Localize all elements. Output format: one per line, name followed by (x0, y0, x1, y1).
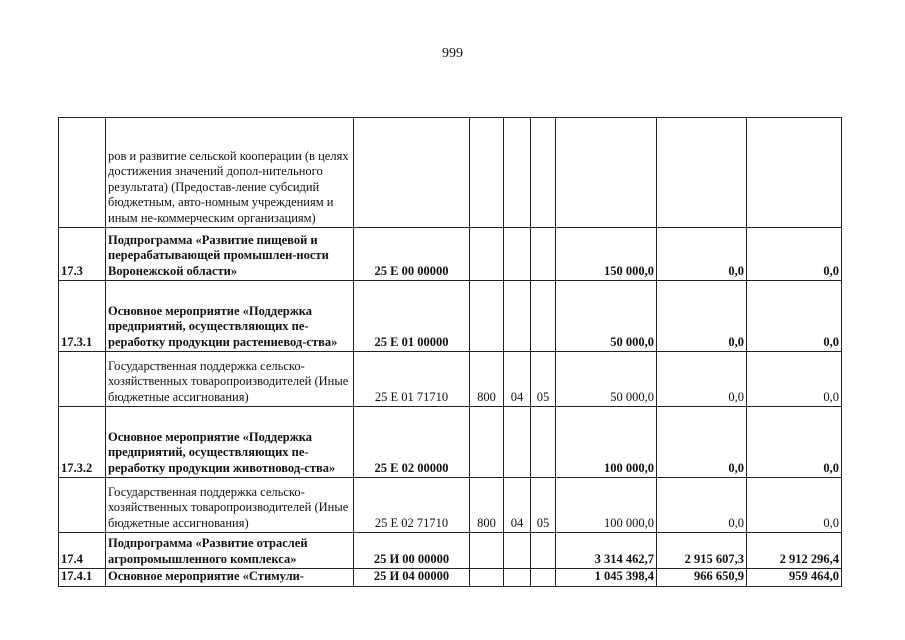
amount-year-2-cell: 2 915 607,3 (657, 533, 747, 569)
budget-table (58, 117, 842, 587)
amount-year-2-cell: 966 650,9 (657, 569, 747, 587)
row-name-cell: Государственная поддержка сельско-хозяйственных товаропроизводителей (Иные бюджетные ассигнования) (106, 352, 354, 407)
subsection-cell (531, 569, 556, 587)
table-row (59, 352, 842, 407)
expense-type-cell (470, 407, 504, 478)
subsection-cell: 05 (531, 352, 556, 407)
row-name-cell: Подпрограмма «Развитие отраслей агропромышленного комплекса» (106, 533, 354, 569)
table-row (59, 533, 842, 569)
target-code-cell: 25 Е 00 00000 (354, 228, 470, 281)
amount-year-2-cell: 0,0 (657, 352, 747, 407)
expense-type-cell (470, 533, 504, 569)
row-name-cell: ров и развитие сельской кооперации (в целях достижения значений допол-нительного результата) (Предостав-ление субсидий бюджетным, авто-номным учреждениям и иным не-коммерческим организациям) (106, 118, 354, 228)
amount-year-2-cell (657, 118, 747, 228)
expense-type-cell (470, 281, 504, 352)
amount-year-3-cell: 2 912 296,4 (747, 533, 842, 569)
amount-year-1-cell: 100 000,0 (556, 478, 657, 533)
row-name-cell: Основное мероприятие «Поддержка предприятий, осуществляющих пе-реработку продукции растениевод-ства» (106, 281, 354, 352)
section-cell (504, 281, 531, 352)
expense-type-cell: 800 (470, 478, 504, 533)
subsection-cell (531, 281, 556, 352)
subsection-cell: 05 (531, 478, 556, 533)
expense-type-cell (470, 228, 504, 281)
section-cell (504, 569, 531, 587)
amount-year-1-cell: 50 000,0 (556, 352, 657, 407)
section-cell (504, 118, 531, 228)
row-number-cell (59, 352, 106, 407)
table-row (59, 569, 842, 587)
table-row (59, 281, 842, 352)
page-number: 999 (442, 46, 463, 61)
row-number-cell: 17.3.2 (59, 407, 106, 478)
amount-year-3-cell: 959 464,0 (747, 569, 842, 587)
expense-type-cell: 800 (470, 352, 504, 407)
table-row (59, 478, 842, 533)
subsection-cell (531, 118, 556, 228)
amount-year-2-cell: 0,0 (657, 407, 747, 478)
amount-year-3-cell: 0,0 (747, 407, 842, 478)
amount-year-2-cell: 0,0 (657, 228, 747, 281)
table-body (59, 118, 842, 587)
amount-year-1-cell: 100 000,0 (556, 407, 657, 478)
row-number-cell: 17.3 (59, 228, 106, 281)
target-code-cell (354, 118, 470, 228)
expense-type-cell (470, 118, 504, 228)
row-name-cell: Основное мероприятие «Поддержка предприятий, осуществляющих пе-реработку продукции животновод-ства» (106, 407, 354, 478)
row-number-cell: 17.4.1 (59, 569, 106, 587)
row-name-cell: Государственная поддержка сельско-хозяйственных товаропроизводителей (Иные бюджетные ассигнования) (106, 478, 354, 533)
section-cell: 04 (504, 478, 531, 533)
section-cell (504, 407, 531, 478)
amount-year-3-cell: 0,0 (747, 478, 842, 533)
amount-year-1-cell: 1 045 398,4 (556, 569, 657, 587)
section-cell (504, 533, 531, 569)
table-row (59, 228, 842, 281)
target-code-cell: 25 Е 01 71710 (354, 352, 470, 407)
target-code-cell: 25 Е 01 00000 (354, 281, 470, 352)
amount-year-1-cell: 150 000,0 (556, 228, 657, 281)
row-number-cell (59, 118, 106, 228)
amount-year-1-cell: 50 000,0 (556, 281, 657, 352)
amount-year-3-cell: 0,0 (747, 352, 842, 407)
section-cell: 04 (504, 352, 531, 407)
amount-year-3-cell: 0,0 (747, 281, 842, 352)
amount-year-2-cell: 0,0 (657, 281, 747, 352)
amount-year-1-cell: 3 314 462,7 (556, 533, 657, 569)
target-code-cell: 25 Е 02 71710 (354, 478, 470, 533)
target-code-cell: 25 И 00 00000 (354, 533, 470, 569)
target-code-cell: 25 Е 02 00000 (354, 407, 470, 478)
expense-type-cell (470, 569, 504, 587)
table-row (59, 407, 842, 478)
row-number-cell (59, 478, 106, 533)
amount-year-3-cell: 0,0 (747, 228, 842, 281)
amount-year-3-cell (747, 118, 842, 228)
table-row (59, 118, 842, 228)
target-code-cell: 25 И 04 00000 (354, 569, 470, 587)
amount-year-2-cell: 0,0 (657, 478, 747, 533)
amount-year-1-cell (556, 118, 657, 228)
row-number-cell: 17.3.1 (59, 281, 106, 352)
subsection-cell (531, 407, 556, 478)
subsection-cell (531, 228, 556, 281)
row-name-cell: Основное мероприятие «Стимули- (106, 569, 354, 587)
section-cell (504, 228, 531, 281)
subsection-cell (531, 533, 556, 569)
row-name-cell: Подпрограмма «Развитие пищевой и перерабатывающей промышлен-ности Воронежской области» (106, 228, 354, 281)
row-number-cell: 17.4 (59, 533, 106, 569)
